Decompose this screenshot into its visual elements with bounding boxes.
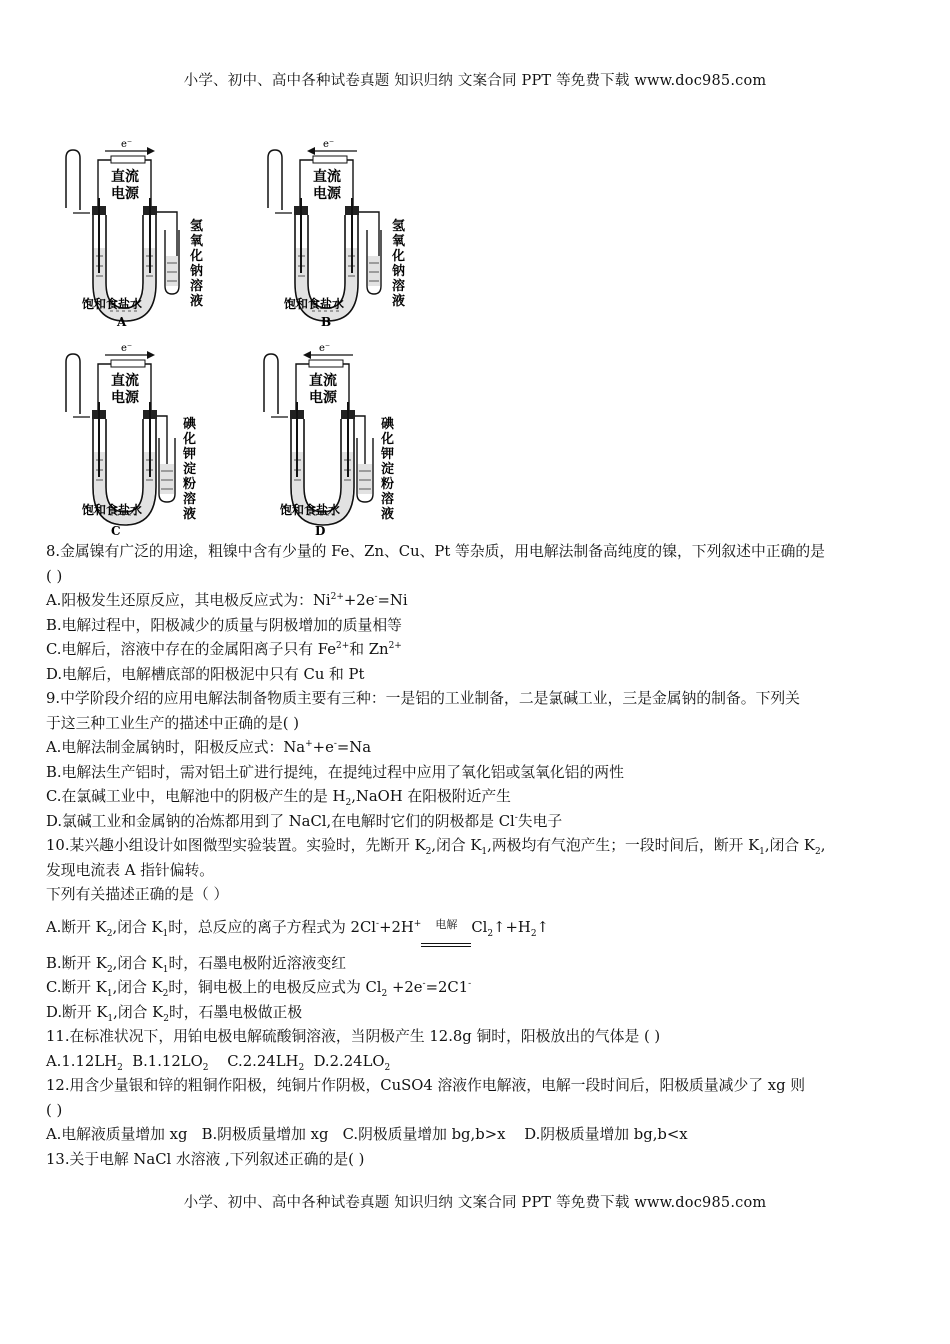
side-char: 液 bbox=[190, 294, 204, 309]
sup: - bbox=[333, 739, 337, 750]
text: A.1.12LH bbox=[46, 1052, 118, 1070]
text: C.断开 K bbox=[46, 979, 107, 996]
side-char: 钾 bbox=[183, 447, 197, 462]
side-char: 液 bbox=[183, 507, 197, 522]
electron-label: e⁻ bbox=[121, 139, 133, 150]
text: C.在氯碱工业中，电解池中的阴极产生的是 H bbox=[46, 788, 346, 805]
figure-letter: C bbox=[111, 524, 121, 538]
power-label-2: 电源 bbox=[111, 390, 139, 406]
q10-option-c[interactable] bbox=[46, 976, 908, 1001]
text: 和 Zn bbox=[349, 641, 389, 658]
side-char: 粉 bbox=[183, 477, 197, 492]
figure-b-drawing bbox=[257, 138, 427, 333]
text: 时，铜电极上的电极反应式为 Cl bbox=[168, 979, 382, 996]
text: ↑ bbox=[536, 918, 549, 936]
sub: 2 bbox=[814, 846, 821, 857]
power-label-2: 电源 bbox=[313, 186, 341, 202]
q9-option-d[interactable] bbox=[46, 810, 908, 835]
figure-d-drawing bbox=[253, 342, 423, 542]
q8-option-c[interactable] bbox=[46, 638, 908, 663]
side-char: 溶 bbox=[190, 279, 204, 294]
electron-label: e⁻ bbox=[323, 139, 335, 150]
sub: 1 bbox=[106, 988, 113, 999]
text: C.2.24LH bbox=[208, 1052, 299, 1070]
q9-option-a[interactable] bbox=[46, 736, 908, 761]
side-char: 液 bbox=[392, 294, 406, 309]
q9-option-c[interactable] bbox=[46, 785, 908, 810]
electrolysis-condition: 电解 bbox=[421, 908, 471, 942]
sub: 1 bbox=[481, 846, 488, 857]
q11-stem: 11.在标准状况下，用铂电极电解硫酸铜溶液，当阴极产生 12.8g 铜时，阳极放出的气体是 ( ) bbox=[46, 1028, 661, 1045]
sub: 2 bbox=[530, 928, 537, 939]
text: ,闭合 K bbox=[112, 918, 163, 936]
page-footer: 小学、初中、高中各种试卷真题 知识归纳 文案合同 PPT 等免费下载 www.doc985.com bbox=[183, 1195, 767, 1211]
solution-label: 饱和食盐水 bbox=[284, 297, 345, 311]
figure-c-drawing bbox=[55, 342, 225, 542]
sub: 2 bbox=[381, 988, 388, 999]
electron-label: e⁻ bbox=[319, 343, 331, 354]
q8-option-b[interactable]: B.电解过程中，阳极减少的质量与阴极增加的质量相等 bbox=[46, 616, 402, 634]
text: A.断开 K bbox=[46, 918, 107, 936]
q9-option-b[interactable]: B.电解法生产铝时，需对铝土矿进行提纯，在提纯过程中应用了氧化铝或氢氧化铝的两性 bbox=[46, 763, 624, 781]
q12-stem-1: 12.用含少量银和锌的粗铜作阳极，纯铜片作阴极，CuSO4 溶液作电解液，电解一段时间后，阳极质量减少了 xg 则 bbox=[46, 1077, 806, 1094]
electron-label: e⁻ bbox=[121, 343, 133, 354]
side-char: 化 bbox=[381, 432, 395, 447]
q12-options[interactable]: A.电解液质量增加 xg B.阴极质量增加 xg C.阴极质量增加 bg,b>x D.阴极质量增加 bg,b<x bbox=[46, 1126, 688, 1143]
q13-stem: 13.关于电解 NaCl 水溶液 ,下列叙述正确的是( ) bbox=[46, 1150, 365, 1168]
sup: 2+ bbox=[330, 592, 344, 603]
sup: - bbox=[422, 979, 426, 990]
text: ,两极均有气泡产生；一段时间后，断开 K bbox=[487, 837, 760, 854]
spacer bbox=[46, 944, 908, 952]
text: B.1.12LO bbox=[122, 1052, 203, 1070]
text: 10.某兴趣小组设计如图微型实验装置。实验时，先断开 K bbox=[46, 837, 426, 854]
figure-c bbox=[55, 342, 225, 542]
q11-options[interactable] bbox=[46, 1050, 908, 1075]
solution-label: 饱和食盐水 bbox=[82, 297, 143, 311]
figure-letter: D bbox=[315, 524, 326, 538]
text: +2H bbox=[379, 918, 414, 936]
sub: 1 bbox=[759, 846, 765, 857]
q8-option-d[interactable]: D.电解后，电解槽底部的阳极泥中只有 Cu 和 Pt bbox=[46, 665, 365, 683]
text: =Na bbox=[336, 739, 372, 756]
text: D.氯碱工业和金属钠的冶炼都用到了 NaCl,在电解时它们的阴极都是 Cl bbox=[46, 812, 515, 830]
side-char: 淀 bbox=[381, 462, 395, 477]
figure-letter: A bbox=[117, 315, 127, 329]
text: , bbox=[820, 837, 826, 854]
figure-letter: B bbox=[321, 315, 332, 329]
text: 时，石墨电极做正极 bbox=[168, 1003, 303, 1021]
power-label-1: 直流 bbox=[313, 169, 341, 185]
q10-stem-2: 发现电流表 A 指针偏转。 bbox=[46, 861, 215, 879]
sup: + bbox=[305, 739, 313, 750]
sub: 2 bbox=[162, 988, 169, 999]
power-label-2: 电源 bbox=[309, 390, 337, 406]
text: 时，石墨电极附近溶液变红 bbox=[168, 954, 347, 972]
side-char: 氧 bbox=[190, 234, 204, 249]
power-label-1: 直流 bbox=[309, 373, 337, 389]
sup: - bbox=[376, 918, 380, 929]
q8-stem-2: ( ) bbox=[46, 567, 63, 585]
q9-stem-2: 于这三种工业生产的描述中正确的是( ) bbox=[46, 714, 300, 732]
q9-stem-1: 9.中学阶段介绍的应用电解法制备物质主要有三种：一是铝的工业制备，二是氯碱工业，三是金属钠的制备。下列关 bbox=[46, 690, 800, 707]
q10-stem-3: 下列有关描述正确的是（ ） bbox=[46, 886, 229, 903]
power-label-2: 电源 bbox=[111, 186, 139, 202]
side-char: 化 bbox=[190, 249, 204, 264]
figure-a bbox=[55, 138, 225, 333]
side-char: 钠 bbox=[392, 264, 406, 279]
q12-stem-2: ( ) bbox=[46, 1101, 63, 1119]
text: ,闭合 K bbox=[764, 837, 815, 854]
sub: 1 bbox=[162, 964, 169, 975]
sub: 1 bbox=[162, 928, 169, 939]
side-char: 淀 bbox=[183, 462, 197, 477]
text: ,闭合 K bbox=[113, 1003, 164, 1021]
sub: 2 bbox=[202, 1062, 209, 1073]
text: 失电子 bbox=[517, 812, 563, 830]
text: ,NaOH 在阳极附近产生 bbox=[351, 788, 511, 805]
sub: 2 bbox=[106, 928, 113, 939]
sup: 2+ bbox=[335, 641, 350, 652]
sup: + bbox=[413, 918, 422, 929]
text: 时，总反应的离子方程式为 2Cl bbox=[168, 918, 377, 936]
q10-option-d[interactable] bbox=[46, 1001, 908, 1026]
sub: 2 bbox=[298, 1062, 305, 1073]
text: D.2.24LO bbox=[304, 1052, 385, 1070]
questions bbox=[46, 540, 908, 1172]
text: ↑+H bbox=[493, 918, 531, 936]
q8-stem-1: 8.金属镍有广泛的用途，粗镍中含有少量的 Fe、Zn、Cu、Pt 等杂质，用电解法制备高纯度的镍，下列叙述中正确的是 bbox=[46, 543, 825, 560]
q8-option-a[interactable] bbox=[46, 589, 908, 614]
figure-b bbox=[257, 138, 427, 333]
text: B.断开 K bbox=[46, 954, 107, 972]
text: +2e bbox=[387, 979, 423, 996]
side-char: 溶 bbox=[392, 279, 406, 294]
sub: 2 bbox=[106, 964, 113, 975]
page-header: 小学、初中、高中各种试卷真题 知识归纳 文案合同 PPT 等免费下载 www.doc985.com bbox=[183, 73, 767, 89]
side-char: 碘 bbox=[183, 417, 197, 432]
sub: 2 bbox=[117, 1062, 123, 1073]
text: ,闭合 K bbox=[112, 954, 163, 972]
text: A.阳极发生还原反应，其电极反应式为：Ni bbox=[46, 592, 331, 609]
figure-d bbox=[253, 342, 423, 542]
sup: 2+ bbox=[388, 641, 402, 652]
text: D.断开 K bbox=[46, 1003, 108, 1021]
sub: 2 bbox=[425, 846, 432, 857]
text: A.电解法制金属钠时，阳极反应式：Na bbox=[46, 739, 306, 756]
sub: 2 bbox=[384, 1062, 391, 1073]
solution-label: 饱和食盐水 bbox=[82, 503, 143, 517]
sup: - bbox=[374, 592, 378, 603]
sup: - bbox=[468, 979, 472, 990]
text: =Ni bbox=[377, 592, 408, 609]
figure-a-drawing bbox=[55, 138, 225, 333]
text: ,闭合 K bbox=[112, 979, 163, 996]
side-char: 溶 bbox=[381, 492, 395, 507]
side-char: 碘 bbox=[381, 417, 395, 432]
side-char: 化 bbox=[392, 249, 406, 264]
sub: 1 bbox=[107, 1013, 114, 1024]
solution-label: 饱和食盐水 bbox=[280, 503, 341, 517]
side-char: 粉 bbox=[381, 477, 395, 492]
text: +2e bbox=[343, 592, 375, 609]
power-label-1: 直流 bbox=[111, 373, 139, 389]
text: C.电解后，溶液中存在的金属阳离子只有 Fe bbox=[46, 641, 336, 658]
sub: 2 bbox=[487, 928, 494, 939]
side-char: 液 bbox=[381, 507, 395, 522]
sub: 2 bbox=[345, 797, 352, 808]
text: Cl bbox=[471, 918, 488, 936]
text: =2C1 bbox=[425, 979, 469, 996]
text: +e bbox=[312, 739, 334, 756]
side-char: 钾 bbox=[381, 447, 395, 462]
sup: - bbox=[514, 812, 518, 823]
side-char: 化 bbox=[183, 432, 197, 447]
side-char: 氢 bbox=[190, 219, 204, 234]
text: ,闭合 K bbox=[431, 837, 482, 854]
power-label-1: 直流 bbox=[111, 169, 139, 185]
side-char: 氢 bbox=[392, 219, 406, 234]
sub: 2 bbox=[163, 1013, 169, 1024]
side-char: 氧 bbox=[392, 234, 406, 249]
q10-stem-1 bbox=[46, 834, 908, 859]
side-char: 钠 bbox=[190, 264, 204, 279]
side-char: 溶 bbox=[183, 492, 197, 507]
q10-option-a[interactable] bbox=[46, 908, 908, 944]
q10-option-b[interactable] bbox=[46, 952, 908, 977]
